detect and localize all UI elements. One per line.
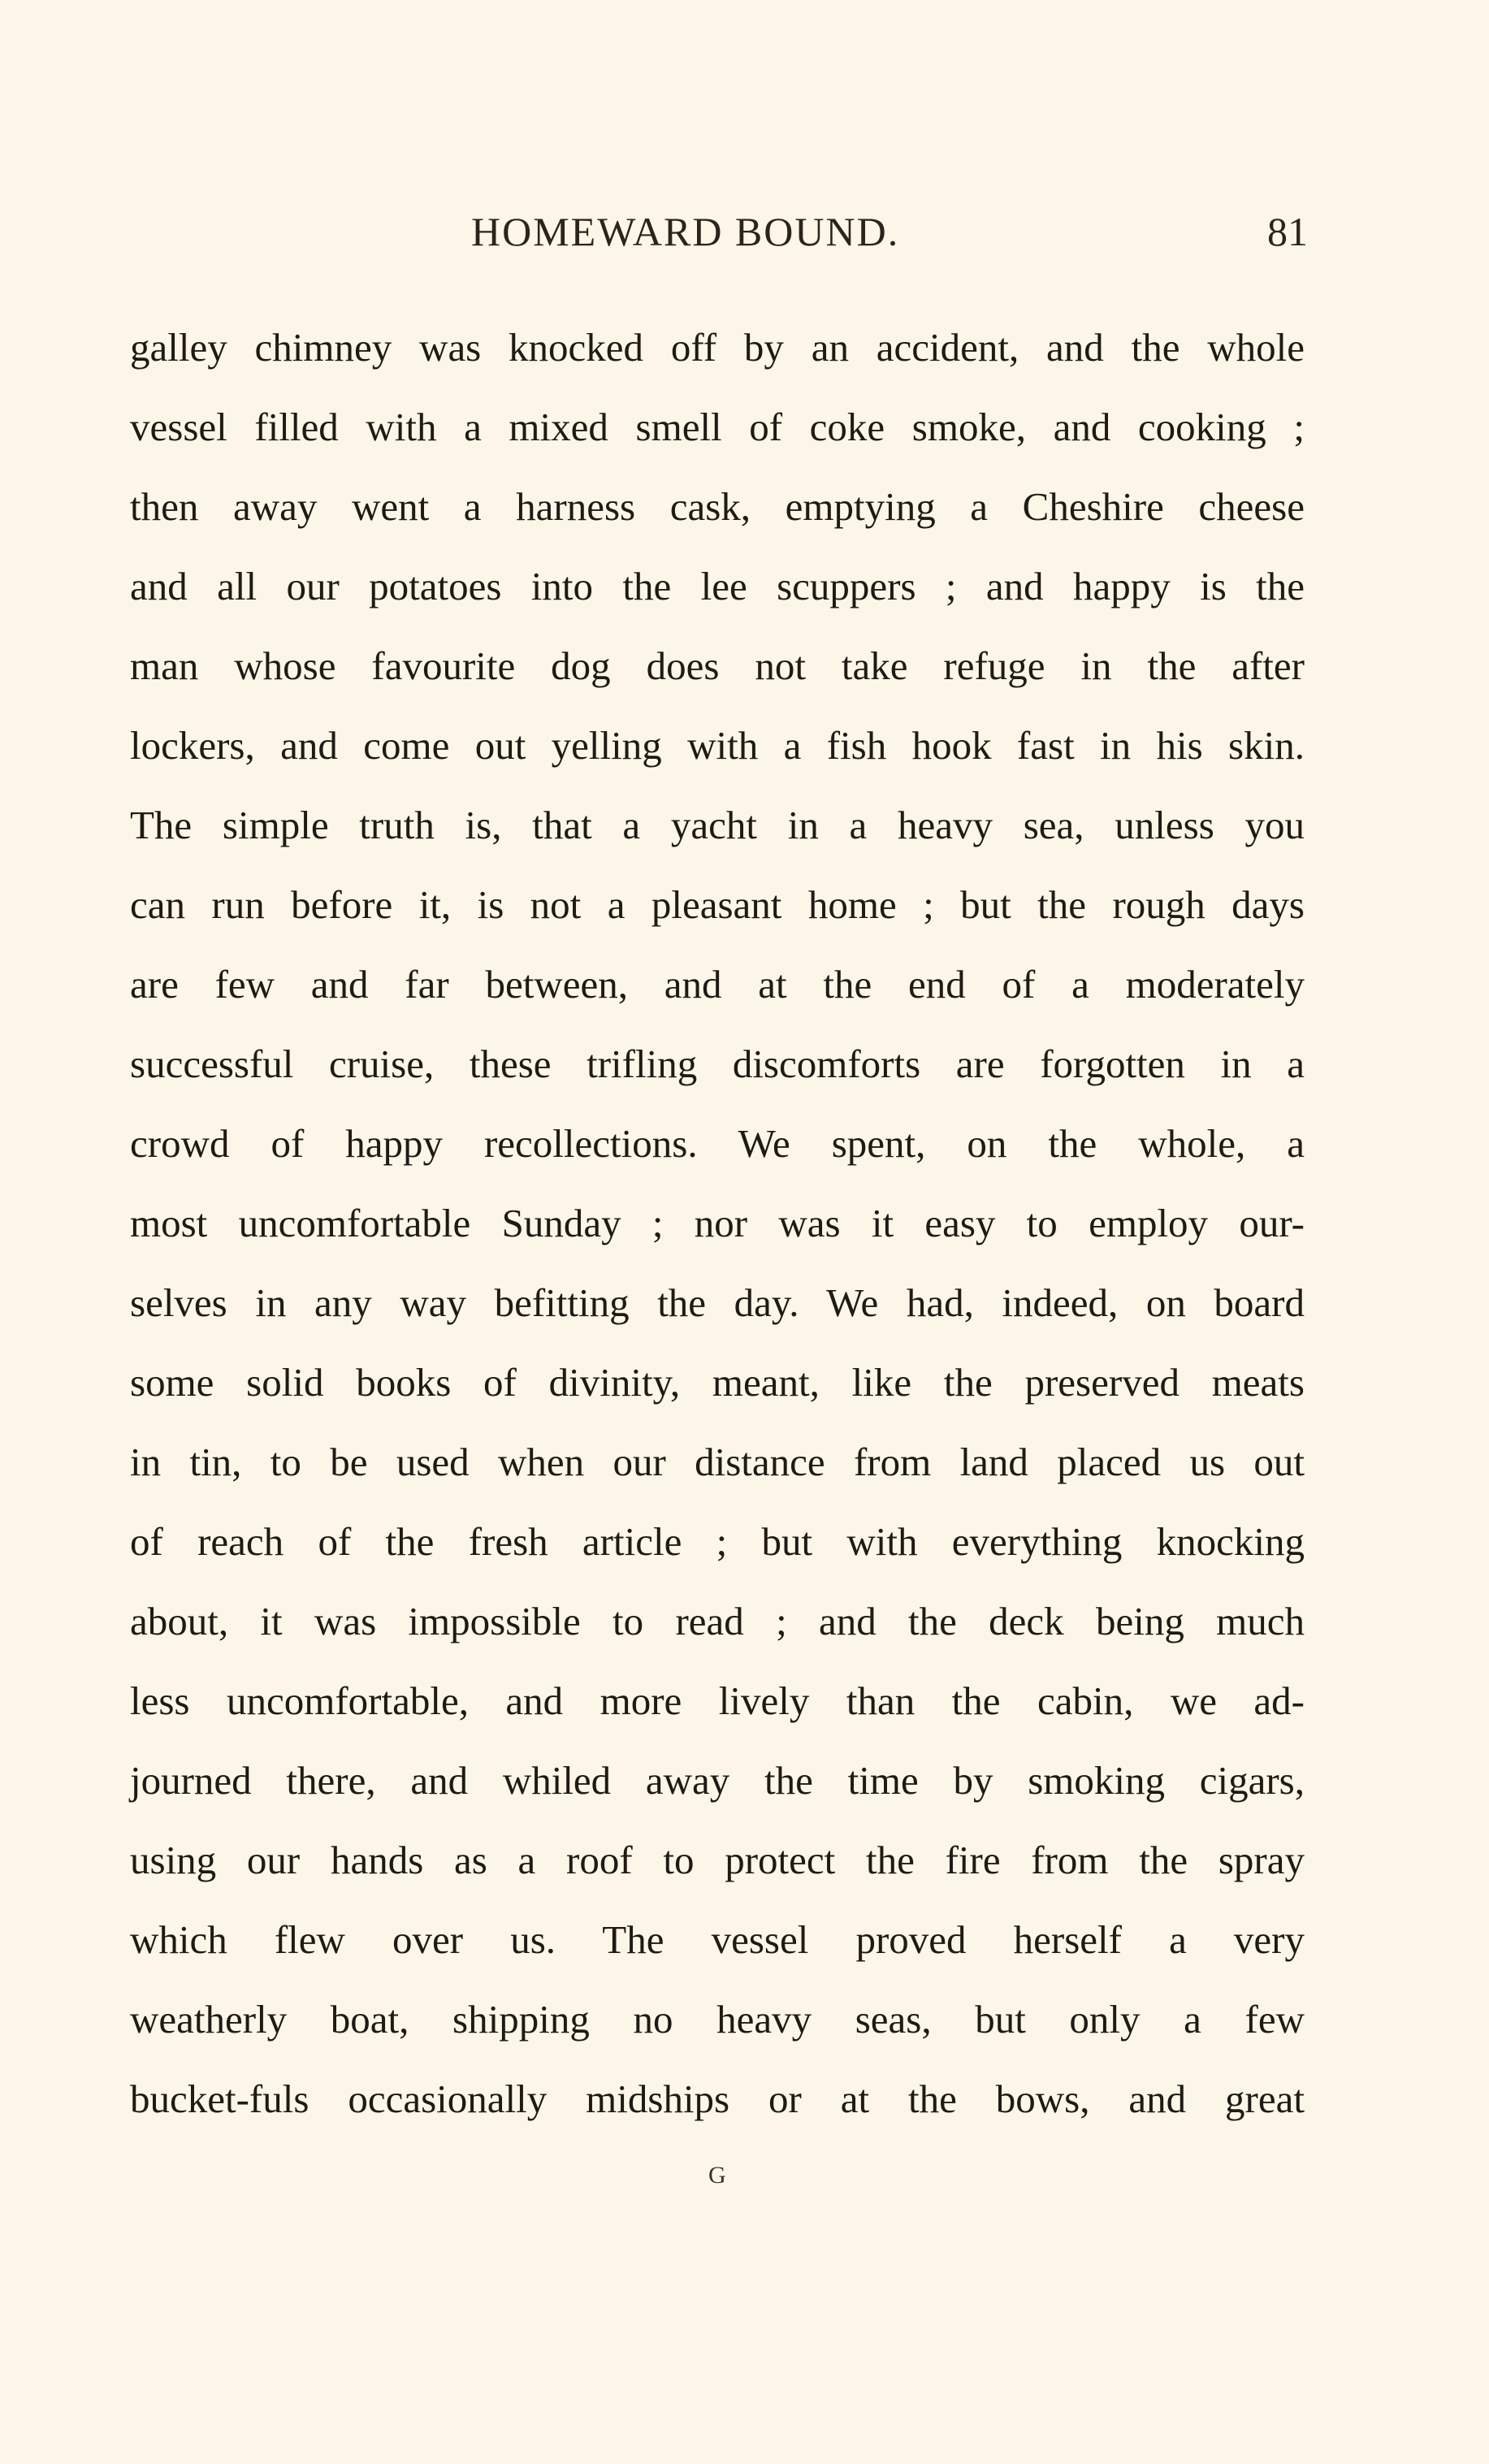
- text-line: in tin, to be used when our distance from land placed us out: [130, 1440, 1305, 1484]
- signature-mark: G: [708, 2162, 726, 2189]
- text-line: which flew over us. The vessel proved herself a very: [130, 1917, 1305, 1962]
- text-line: successful cruise, these trifling discomforts are forgotten in a: [130, 1041, 1305, 1086]
- text-line: crowd of happy recollections. We spent, on the whole, a: [130, 1121, 1305, 1166]
- text-line: The simple truth is, that a yacht in a heavy sea, unless you: [130, 803, 1305, 847]
- body-text: [130, 318, 1305, 2150]
- text-line: lockers, and come out yelling with a fish hook fast in his skin.: [130, 723, 1305, 768]
- running-head: [130, 203, 1308, 260]
- text-line: bucket-fuls occasionally midships or at the bows, and great: [130, 2076, 1305, 2121]
- text-line: most uncomfortable Sunday ; nor was it easy to employ our-: [130, 1201, 1305, 1245]
- text-line: journed there, and whiled away the time by smoking cigars,: [130, 1758, 1305, 1803]
- text-line: weatherly boat, shipping no heavy seas, but only a few: [130, 1997, 1305, 2042]
- text-line: are few and far between, and at the end of a moderately: [130, 962, 1305, 1007]
- text-line: about, it was impossible to read ; and the deck being much: [130, 1599, 1305, 1643]
- text-line: man whose favourite dog does not take refuge in the after: [130, 643, 1305, 688]
- text-line: less uncomfortable, and more lively than the cabin, we ad-: [130, 1678, 1305, 1723]
- text-line: using our hands as a roof to protect the fire from the spray: [130, 1838, 1305, 1882]
- text-line: can run before it, is not a pleasant home ; but the rough days: [130, 882, 1305, 927]
- text-line: selves in any way befitting the day. We had, indeed, on board: [130, 1280, 1305, 1325]
- text-line: of reach of the fresh article ; but with everything knocking: [130, 1519, 1305, 1564]
- text-line: then away went a harness cask, emptying a Cheshire cheese: [130, 484, 1305, 529]
- chapter-title: HOMEWARD BOUND.: [471, 209, 900, 254]
- text-line: galley chimney was knocked off by an accident, and the whole: [130, 325, 1305, 370]
- text-line: some solid books of divinity, meant, like the preserved meats: [130, 1360, 1305, 1405]
- text-line: and all our potatoes into the lee scuppers ; and happy is the: [130, 564, 1305, 608]
- text-line: vessel filled with a mixed smell of coke smoke, and cooking ;: [130, 405, 1305, 449]
- page-number: 81: [1267, 209, 1308, 254]
